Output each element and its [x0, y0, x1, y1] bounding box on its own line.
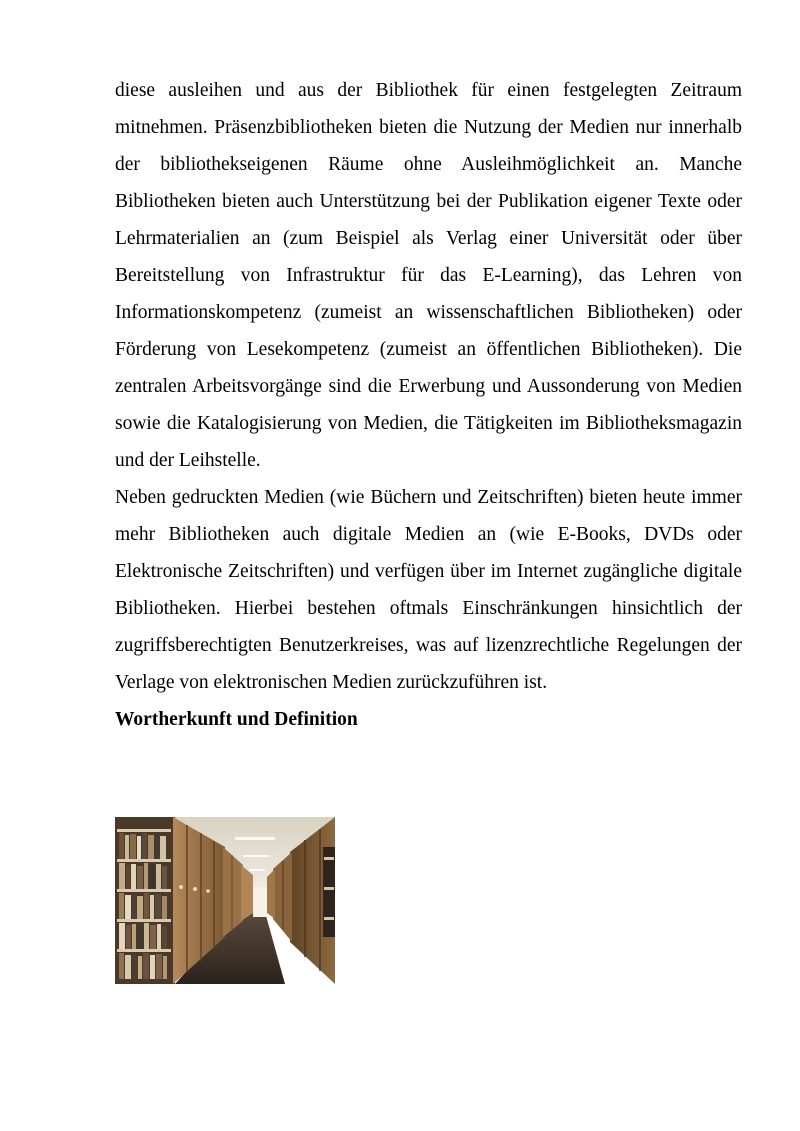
library-stacks-photo [115, 817, 335, 984]
body-paragraph-1: diese ausleihen und aus der Bibliothek für einen festgelegten Zeitraum mitnehmen. Präsenzbibliotheken bieten die Nutzung der Medien nur innerhalb der bibliothekseigenen Räume ohne Ausleihmöglichkeit an. Manche Bibliotheken bieten auch Unterstützung bei der Publikation eigener Texte oder Lehrmaterialien an (zum Beispiel als Verlag einer Universität oder über Bereitstellung von Infrastruktur für das E-Learning), das Lehren von Informationskompetenz (zumeist an wissenschaftlichen Bibliotheken) oder Förderung von Lesekompetenz (zumeist an öffentlichen Bibliotheken). Die zentralen Arbeitsvorgänge sind die Erwerbung und Aussonderung von Medien sowie die Katalogisierung von Medien, die Tätigkeiten im Bibliotheksmagazin und der Leihstelle. [115, 80, 742, 471]
section-heading: Wortherkunft und Definition [115, 709, 358, 730]
body-paragraph-2: Neben gedruckten Medien (wie Büchern und Zeitschriften) bieten heute immer mehr Bibliotheken auch digitale Medien an (wie E-Books, DVDs oder Elektronische Zeitschriften) und verfügen über im Internet zugängliche digitale Bibliotheken. Hierbei bestehen oftmals Einschränkungen hinsichtlich der zugriffsberechtigten Benutzerkreises, was auf lizenzrechtliche Regelungen der Verlage von elektronischen Medien zurückzuführen ist. [115, 487, 742, 693]
document-page [115, 72, 742, 738]
